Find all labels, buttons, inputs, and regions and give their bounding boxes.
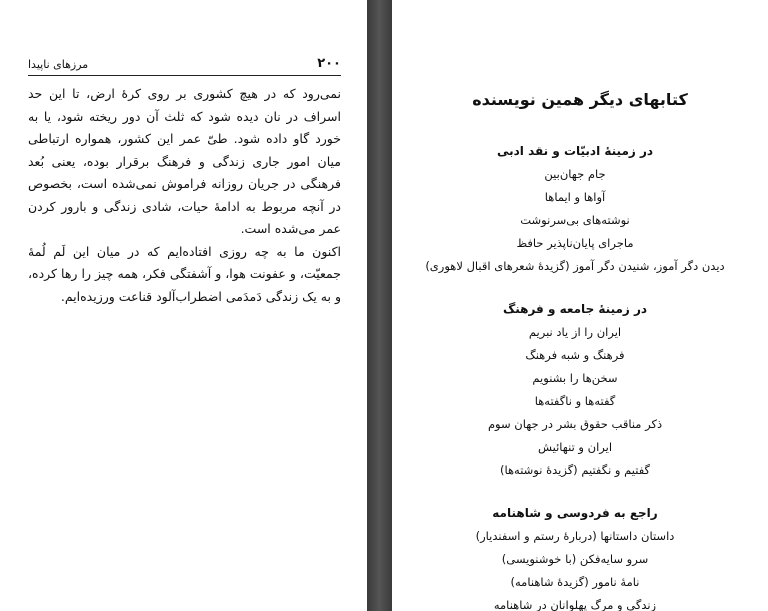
book-item: دیدن دگر آموز، شنیدن دگر آموز (گزیدهٔ شعرهای اقبال لاهوری)	[425, 259, 725, 273]
section-society-culture	[422, 298, 728, 482]
section-literature	[422, 140, 728, 278]
section-heading: در زمینهٔ جامعه و فرهنگ	[502, 302, 648, 316]
book-item: داستان داستانها (دربارهٔ رستم و اسفندیار)	[475, 529, 675, 543]
book-item: ایران را از یاد نبریم	[528, 325, 622, 339]
book-list-title: کتابهای دیگر همین نویسنده	[472, 90, 688, 109]
right-page	[392, 0, 768, 611]
book-item: سخن‌ها را بشنویم	[532, 371, 618, 385]
book-item: فرهنگ و شبه فرهنگ	[525, 348, 625, 362]
paragraph: اکنون ما به چه روزی افتاده‌ایم که در میان این لَم لُمهٔ جمعیّت، و عفونت هوا، و آشفتگی فکر، همه چیز را رها کرده، و به یک زندگی دَمدَمی اضطراب‌آلود قناعت ورزیده‌ایم.	[28, 243, 341, 304]
section-heading: راجع به فردوسی و شاهنامه	[492, 506, 658, 520]
section-ferdowsi-shahnameh	[422, 502, 728, 611]
book-item: نوشته‌های بی‌سرنوشت	[520, 213, 630, 227]
book-item: گفته‌ها و ناگفته‌ها	[534, 394, 616, 408]
page-number: ۲۰۰	[317, 56, 341, 71]
book-item: سرو سایه‌فکن (با خوشنویسی)	[501, 552, 649, 566]
book-item: زندگی و مرگ پهلوانان در شاهنامه	[493, 598, 657, 611]
paragraph: نمی‌رود که در هیچ کشوری بر روی کرهٔ ارض، تا این حد اسراف در نان دیده شود که ثلث آن دور ریخته شود، یا به خورد گاو داده شود. طیّ عمر این کشور، همواره ارتباطی میان امور جاری زندگی و فرهنگ برقرار بوده، یعنی بُعد فرهنگی در جریان روزانه فراموش نمی‌شده است، بخصوص در آنچه مربوط به ادامهٔ حیات، شادی زندگی و بارور کردن عمر می‌شده است.	[28, 86, 341, 236]
book-item: نامهٔ نامور (گزیدهٔ شاهنامه)	[510, 575, 640, 589]
body-text	[28, 83, 341, 308]
running-head	[28, 55, 341, 76]
book-list	[422, 140, 728, 611]
book-item: گفتیم و نگفتیم (گزیدهٔ نوشته‌ها)	[499, 463, 651, 477]
section-heading: در زمینهٔ ادبیّات و نقد ادبی	[496, 144, 654, 158]
book-item: ماجرای پایان‌ناپذیر حافظ	[516, 236, 634, 250]
book-item: ذکر مناقب حقوق بشر در جهان سوم	[487, 417, 663, 431]
book-item: ایران و تنهائیش	[537, 440, 613, 454]
book-item: جام جهان‌بین	[544, 167, 606, 181]
book-item: آواها و ایماها	[544, 190, 606, 204]
book-gutter	[367, 0, 392, 611]
left-page	[0, 0, 367, 611]
running-title: مرزهای ناپیدا	[28, 58, 89, 71]
